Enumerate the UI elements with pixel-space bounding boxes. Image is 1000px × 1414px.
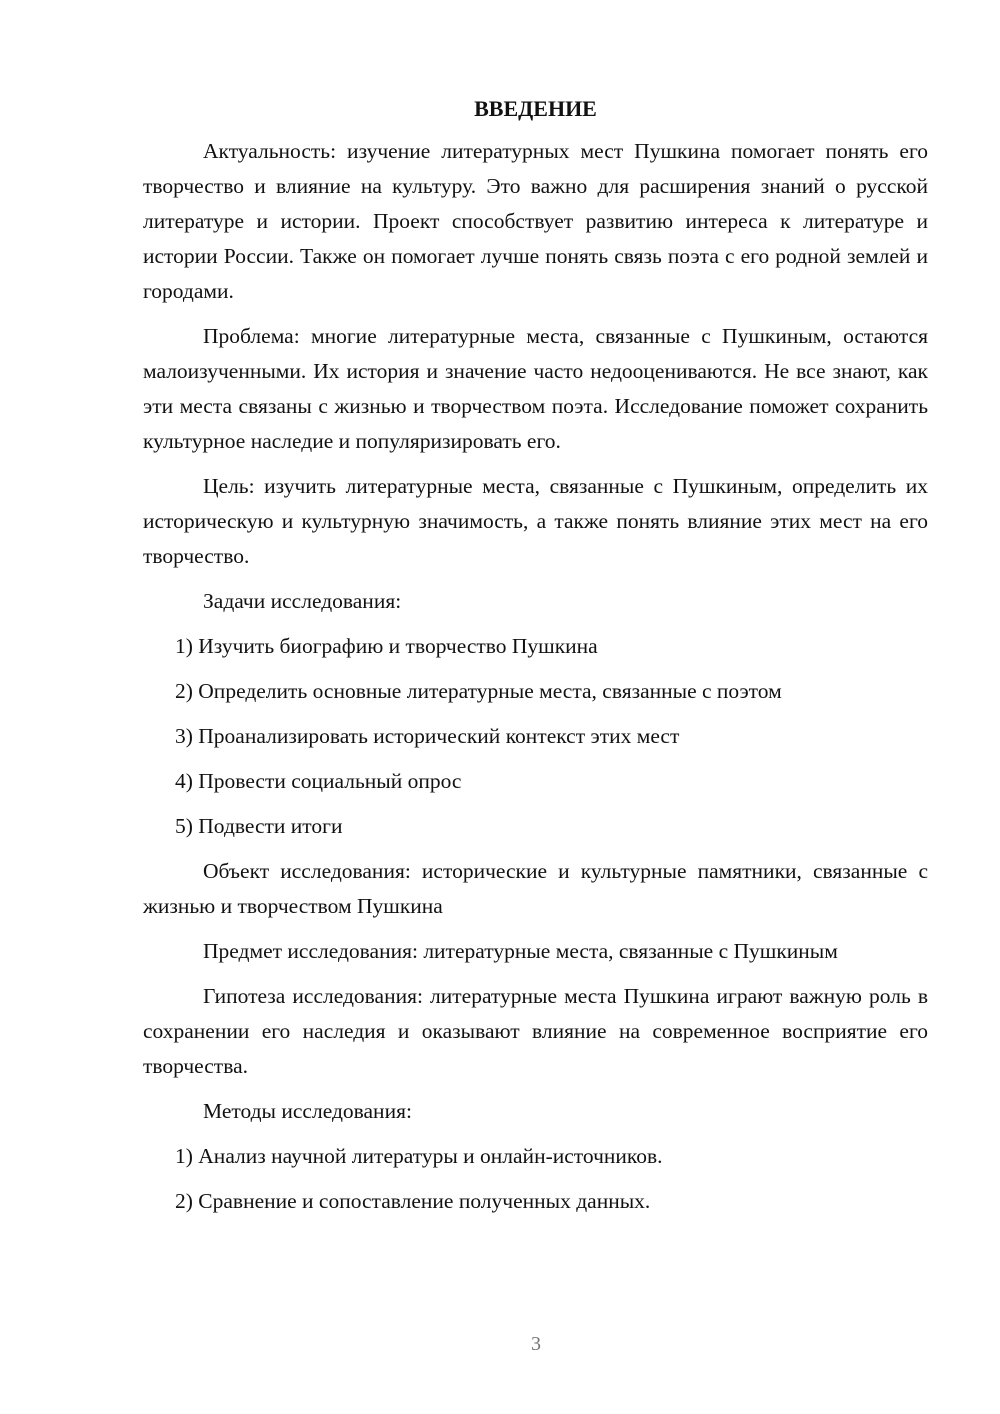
hypothesis-paragraph: Гипотеза исследования: литературные места Пушкина играют важную роль в сохранении его наследия и оказывают влияние на современное восприятие его творчества.: [143, 984, 928, 1078]
task-item: 3) Проанализировать исторический контекст этих мест: [175, 724, 680, 748]
method-item: 2) Сравнение и сопоставление полученных данных.: [175, 1189, 651, 1213]
tasks-label: Задачи исследования:: [203, 589, 402, 613]
section-heading: ВВЕДЕНИЕ: [474, 96, 597, 121]
page-number: 3: [531, 1333, 541, 1355]
subject-paragraph: Предмет исследования: литературные места, связанные с Пушкиным: [203, 939, 838, 963]
goal-paragraph: Цель: изучить литературные места, связанные с Пушкиным, определить их историческую и культурную значимость, а также понять влияние этих мест на его творчество.: [143, 474, 928, 568]
problem-paragraph: Проблема: многие литературные места, связанные с Пушкиным, остаются малоизученными. Их история и значение часто недооцениваются. Не все знают, как эти места связаны с жизнью и творчеством поэта. Исследование поможет сохранить культурное наследие и популяризировать его.: [143, 324, 928, 453]
relevance-paragraph: Актуальность: изучение литературных мест Пушкина помогает понять его творчество и влияние на культуру. Это важно для расширения знаний о русской литературе и истории. Проект способствует развитию интереса к литературе и истории России. Также он помогает лучше понять связь поэта с его родной землей и городами.: [143, 139, 928, 303]
task-item: 4) Провести социальный опрос: [175, 769, 462, 793]
task-item: 5) Подвести итоги: [175, 814, 343, 838]
document-page: [143, 92, 928, 1229]
task-item: 2) Определить основные литературные места, связанные с поэтом: [175, 679, 782, 703]
object-paragraph: Объект исследования: исторические и культурные памятники, связанные с жизнью и творчеством Пушкина: [143, 859, 928, 918]
task-item: 1) Изучить биографию и творчество Пушкина: [175, 634, 598, 658]
method-item: 1) Анализ научной литературы и онлайн-источников.: [175, 1144, 663, 1168]
methods-label: Методы исследования:: [203, 1099, 412, 1123]
